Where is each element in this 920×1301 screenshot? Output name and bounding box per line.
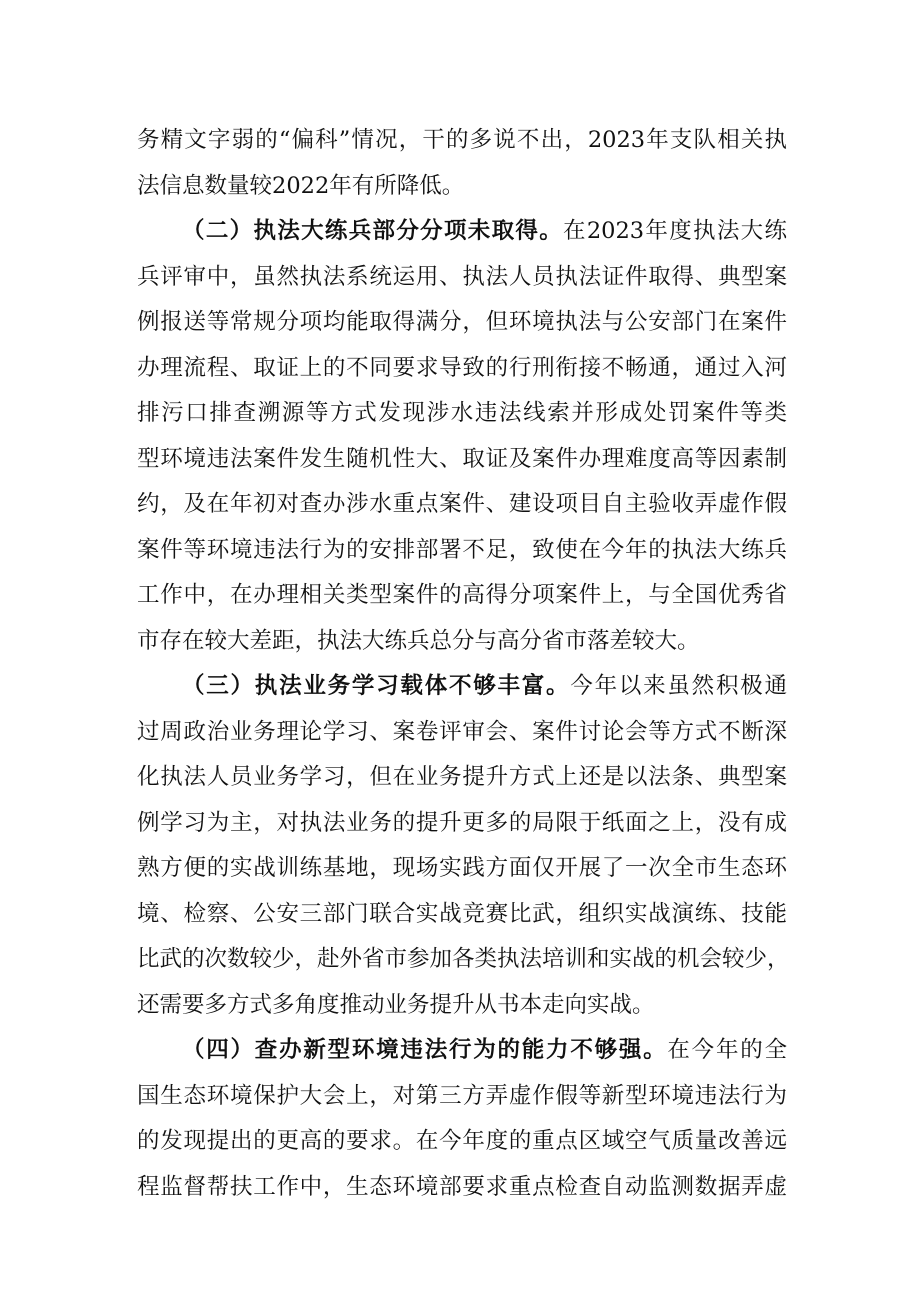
- paragraph-text: 在2023年度执法大练: [563, 218, 787, 244]
- text-line: 法信息数量较2022年有所降低。: [137, 172, 465, 199]
- paragraph-text: 在今年的全: [667, 1037, 787, 1063]
- paragraph-first-line: [137, 209, 787, 255]
- section-heading: （二）执法大练兵部分分项未取得。: [182, 218, 564, 244]
- text-line: 熟方便的实战训练基地，现场实践方面仅开展了一次全市生态环: [137, 855, 787, 881]
- text-line: 还需要多方式多角度推动业务提升从书本走向实战。: [137, 991, 655, 1018]
- text-line: 比武的次数较少，赴外省市参加各类执法培训和实战的机会较少，: [137, 946, 790, 972]
- text-line: 过周政治业务理论学习、案卷评审会、案件讨论会等方式不断深: [137, 718, 787, 745]
- text-line: 例学习为主，对执法业务的提升更多的局限于纸面之上，没有成: [137, 809, 787, 836]
- paragraph-first-line: [137, 664, 787, 710]
- text-line: 排污口排查溯源等方式发现涉水违法线索并形成处罚案件等类: [137, 400, 787, 426]
- document-body: [137, 118, 790, 1210]
- text-line: 办理流程、取证上的不同要求导致的行刑衔接不畅通，通过入河: [137, 354, 787, 381]
- paragraph-text: 今年以来虽然积极通: [570, 673, 787, 699]
- text-line: 市存在较大差距，执法大练兵总分与高分省市落差较大。: [137, 627, 700, 654]
- paragraph-section-3: [137, 664, 790, 1028]
- paragraph-section-4: [137, 1028, 787, 1210]
- section-heading: （四）查办新型环境违法行为的能力不够强。: [182, 1037, 668, 1063]
- section-heading: （三）执法业务学习载体不够丰富。: [182, 673, 571, 699]
- text-line: 工作中，在办理相关类型案件的高得分项案件上，与全国优秀省: [137, 582, 787, 608]
- paragraph-first-line: [137, 1028, 787, 1074]
- text-line: 例报送等常规分项均能取得满分，但环境执法与公安部门在案件: [137, 309, 787, 335]
- text-line: 的发现提出的更高的要求。在今年度的重点区域空气质量改善远: [137, 1128, 787, 1154]
- text-line: 兵评审中，虽然执法系统运用、执法人员执法证件取得、典型案: [137, 263, 787, 290]
- text-line: 程监督帮扶工作中，生态环境部要求重点检查自动监测数据弄虚: [137, 1173, 787, 1200]
- text-line: 境、检察、公安三部门联合实战竞赛比武，组织实战演练、技能: [137, 900, 787, 927]
- text-line: 务精文字弱的“偏科”情况，干的多说不出，2023年支队相关执: [137, 127, 787, 153]
- paragraph-continuation: [137, 118, 787, 209]
- text-line: 案件等环境违法行为的安排部署不足，致使在今年的执法大练兵: [137, 536, 787, 563]
- text-line: 约，及在年初对查办涉水重点案件、建设项目自主验收弄虚作假: [137, 491, 787, 517]
- text-line: 型环境违法案件发生随机性大、取证及案件办理难度高等因素制: [137, 445, 787, 472]
- paragraph-section-2: [137, 209, 787, 664]
- text-line: 国生态环境保护大会上，对第三方弄虚作假等新型环境违法行为: [137, 1082, 787, 1109]
- text-line: 化执法人员业务学习，但在业务提升方式上还是以法条、典型案: [137, 764, 787, 790]
